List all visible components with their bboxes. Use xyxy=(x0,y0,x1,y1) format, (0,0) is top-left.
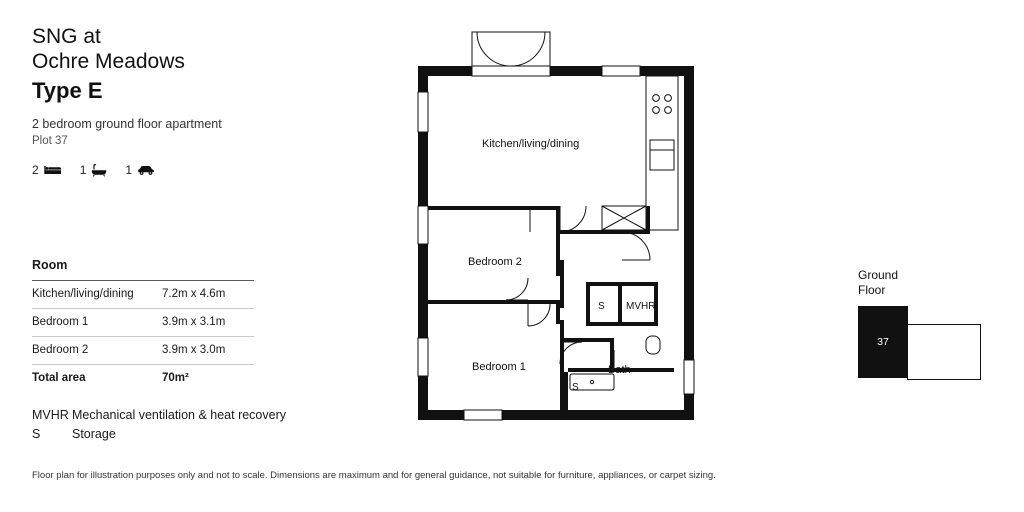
legend-key-storage: S xyxy=(32,427,41,441)
room-name: Bedroom 2 xyxy=(32,344,89,356)
car-icon xyxy=(137,165,155,176)
key-plan-label xyxy=(858,268,998,298)
house-type-title: Type E xyxy=(32,78,103,103)
room-dimensions-table xyxy=(32,252,254,392)
legend-text-storage: Storage xyxy=(72,427,116,441)
summary-icon-row xyxy=(32,163,362,177)
legend-text-mvhr: Mechanical ventilation & heat recovery xyxy=(72,408,287,422)
key-plan-adjacent-block xyxy=(907,324,981,380)
entrance-door-swing xyxy=(472,32,550,66)
legend-item-mvhr xyxy=(32,406,286,425)
table-header-dimensions xyxy=(162,258,254,273)
key-plan-label-line2: Floor xyxy=(858,283,886,297)
parking-summary xyxy=(125,163,155,177)
label-kitchen: Kitchen/living/dining xyxy=(482,138,580,150)
room-dimensions: 3.9m x 3.0m xyxy=(162,344,226,356)
table-row xyxy=(32,281,254,309)
floor-plan-svg xyxy=(410,20,710,440)
table-row xyxy=(32,337,254,365)
development-name-line2: Ochre Meadows xyxy=(32,50,185,73)
bathroom-fittings xyxy=(570,336,660,390)
floor-plan xyxy=(410,20,710,440)
label-bedroom2: Bedroom 2 xyxy=(468,256,522,268)
total-area-value: 70m² xyxy=(162,372,189,384)
key-plan-plot-highlight: 37 xyxy=(858,306,908,378)
room-name: Bedroom 1 xyxy=(32,316,89,328)
bath-icon xyxy=(91,164,107,177)
internal-walls xyxy=(428,206,674,420)
header-block xyxy=(32,24,362,177)
label-bedroom1: Bedroom 1 xyxy=(472,361,526,373)
property-description: 2 bedroom ground floor apartment xyxy=(32,117,222,131)
bathroom-summary xyxy=(80,163,108,177)
plot-number: Plot 37 xyxy=(32,135,68,147)
bedroom-count: 2 xyxy=(32,163,39,177)
legend-key-mvhr: MVHR xyxy=(32,408,69,422)
disclaimer-text: Floor plan for illustration purposes only and not to scale. Dimensions are maximum and for general guidance, not suitable for furniture, appliances, or carpet sizing. xyxy=(32,470,716,481)
bathroom-count: 1 xyxy=(79,163,87,177)
legend-block xyxy=(32,406,286,444)
label-storage-lower: S xyxy=(572,382,579,393)
room-name: Kitchen/living/dining xyxy=(32,288,134,300)
parking-count: 1 xyxy=(125,163,133,177)
legend-item-storage xyxy=(32,425,286,444)
bed-icon xyxy=(44,164,62,176)
label-mvhr: MVHR xyxy=(626,301,656,312)
key-plan xyxy=(858,268,998,380)
bedroom-summary xyxy=(32,163,62,177)
table-row xyxy=(32,309,254,337)
label-storage-upper: S xyxy=(598,301,605,312)
table-header-room: Room xyxy=(32,258,68,272)
room-dimensions: 3.9m x 3.1m xyxy=(162,316,226,328)
key-plan-label-line1: Ground xyxy=(858,268,899,282)
table-header-row xyxy=(32,252,254,281)
kitchen-fittings xyxy=(602,76,678,230)
total-area-label: Total area xyxy=(32,372,86,384)
key-plan-blocks xyxy=(858,306,998,380)
label-bath: Bath xyxy=(608,364,631,376)
table-total-row xyxy=(32,365,254,392)
room-dimensions: 7.2m x 4.6m xyxy=(162,288,226,300)
development-name-line1: SNG at xyxy=(32,25,101,48)
